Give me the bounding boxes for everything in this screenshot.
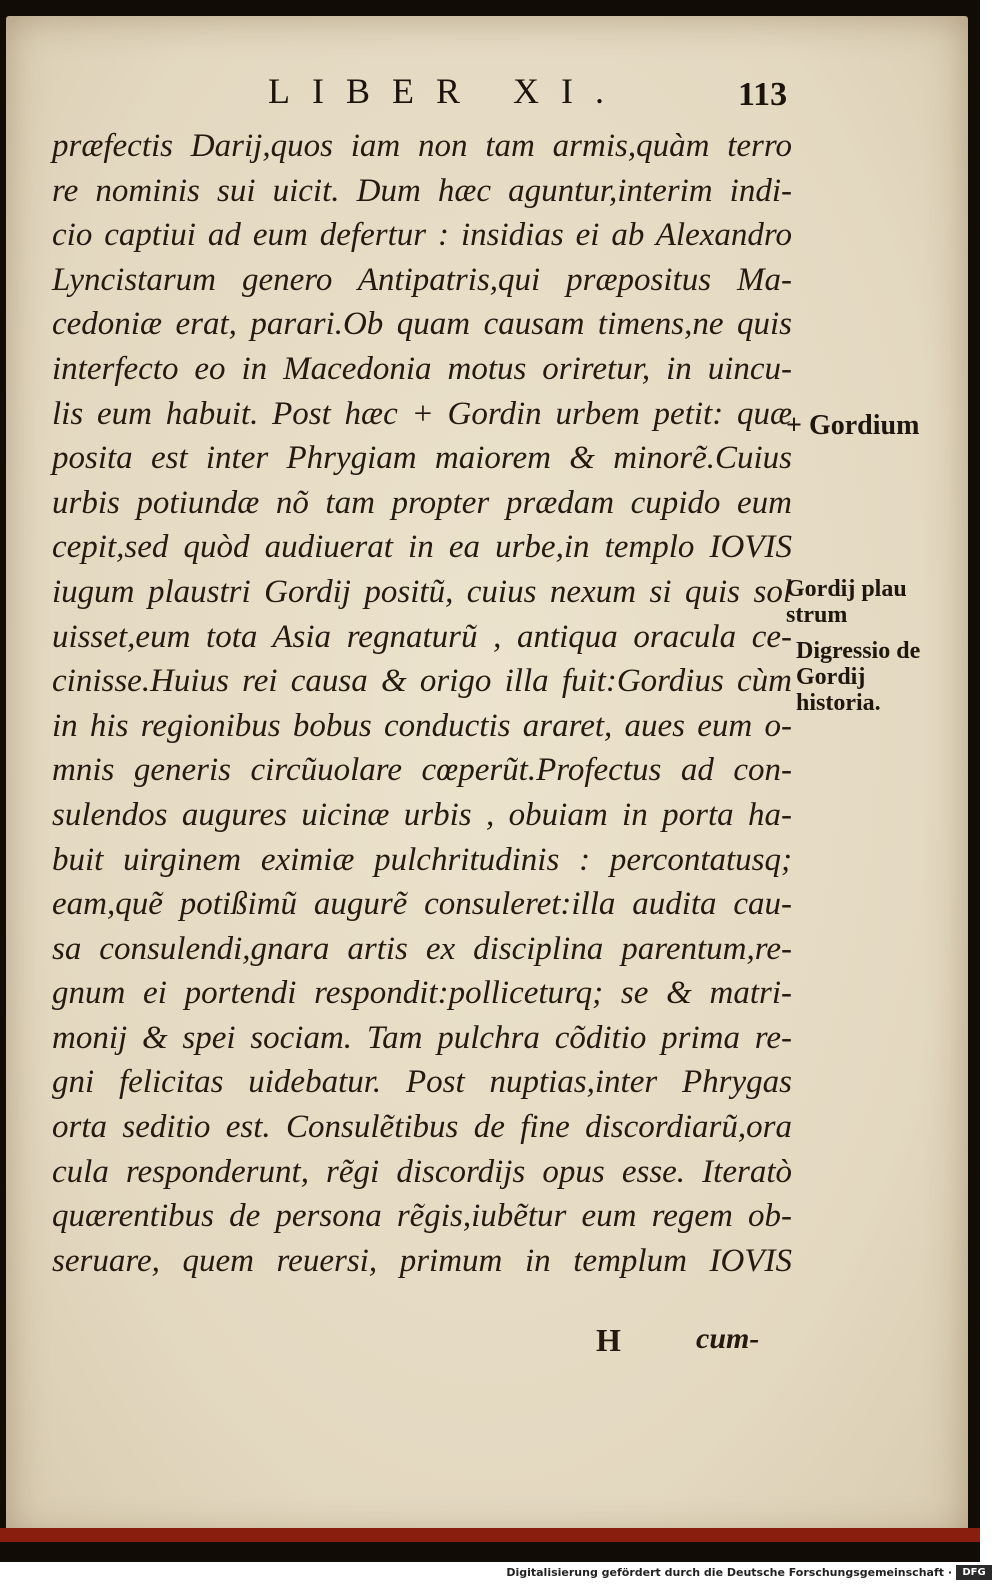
- text-line: cio captiui ad eum defertur : insidias ei ab Alexandro: [52, 217, 792, 254]
- text-line: lis eum habuit. Post hæc + Gordin urbem petit: quæ: [52, 395, 792, 432]
- dfg-credit: Digitalisierung gefördert durch die Deutsche Forschungsgemeinschaft ·: [506, 1566, 952, 1579]
- page-header: [0, 70, 1000, 113]
- text-line: posita est inter Phrygiam maiorem & minorẽ.Cuius: [52, 440, 792, 477]
- text-line: sulendos augures uicinæ urbis , obuiam in porta ha-: [52, 796, 792, 833]
- catchwords-line: [596, 1322, 766, 1370]
- text-line: eam,quẽ potißimũ augurẽ consuleret:illa audita cau-: [52, 886, 792, 923]
- text-line: in his regionibus bobus conductis araret, aues eum o-: [52, 707, 792, 744]
- text-line: cepit,sed quòd audiuerat in ea urbe,in templo IOVIS: [52, 529, 792, 566]
- digitization-footer: [0, 1562, 1000, 1584]
- text-line: seruare, quem reuersi, primum in templum IOVIS: [52, 1242, 792, 1279]
- text-line: uisset,eum tota Asia regnaturũ , antiqua oracula ce-: [52, 618, 792, 655]
- page-number: 113: [738, 76, 788, 113]
- text-line: iugum plaustri Gordij positũ, cuius nexum si quis sol: [52, 573, 792, 610]
- text-line: sa consulendi,gnara artis ex disciplina parentum,re-: [52, 930, 792, 967]
- margin-note-gordium: + Gordium: [786, 410, 920, 441]
- text-line: mnis generis circũuolare cœperũt.Profectus ad con-: [52, 752, 792, 789]
- text-line: gni felicitas uidebatur. Post nuptias,inter Phrygas: [52, 1064, 792, 1101]
- dfg-logo: DFG: [956, 1565, 992, 1580]
- running-title: LIBER XI.: [268, 71, 626, 111]
- text-line: re nominis sui uicit. Dum hæc aguntur,interim indi-: [52, 172, 792, 209]
- text-line: buit uirginem eximiæ pulchritudinis : percontatusq;: [52, 841, 792, 878]
- text-line: cula responderunt, rẽgi discordijs opus esse. Iteratò: [52, 1153, 792, 1190]
- catchword: cum-: [696, 1322, 760, 1355]
- text-line: cinisse.Huius rei causa & origo illa fuit:Gordius cùm: [52, 663, 792, 700]
- signature-mark: H: [596, 1322, 621, 1358]
- page-edge-strip: [0, 1528, 980, 1542]
- text-line: orta seditio est. Consulẽtibus de fine discordiarũ,ora: [52, 1109, 792, 1146]
- text-line: gnum ei portendi respondit:polliceturq; se & matri-: [52, 975, 792, 1012]
- body-text: [52, 124, 792, 1283]
- text-line: urbis potiundæ nõ tam propter prædam cupido eum: [52, 484, 792, 521]
- text-line: quærentibus de persona rẽgis,iubẽtur eum regem ob-: [52, 1198, 792, 1235]
- text-line: præfectis Darij,quos iam non tam armis,quàm terro: [52, 128, 792, 164]
- text-line: interfecto eo in Macedonia motus oriretur, in uincu-: [52, 350, 792, 387]
- margin-note-digressio: Digressio de Gordij historia.: [796, 638, 921, 716]
- text-line: cedoniæ erat, parari.Ob quam causam timens,ne quis: [52, 306, 792, 343]
- margin-note-plaustrum: Gordij plau strum: [786, 576, 907, 628]
- text-line: monij & spei sociam. Tam pulchra cõditio prima re-: [52, 1019, 792, 1056]
- text-line: Lyncistarum genero Antipatris,qui præpositus Ma-: [52, 261, 792, 298]
